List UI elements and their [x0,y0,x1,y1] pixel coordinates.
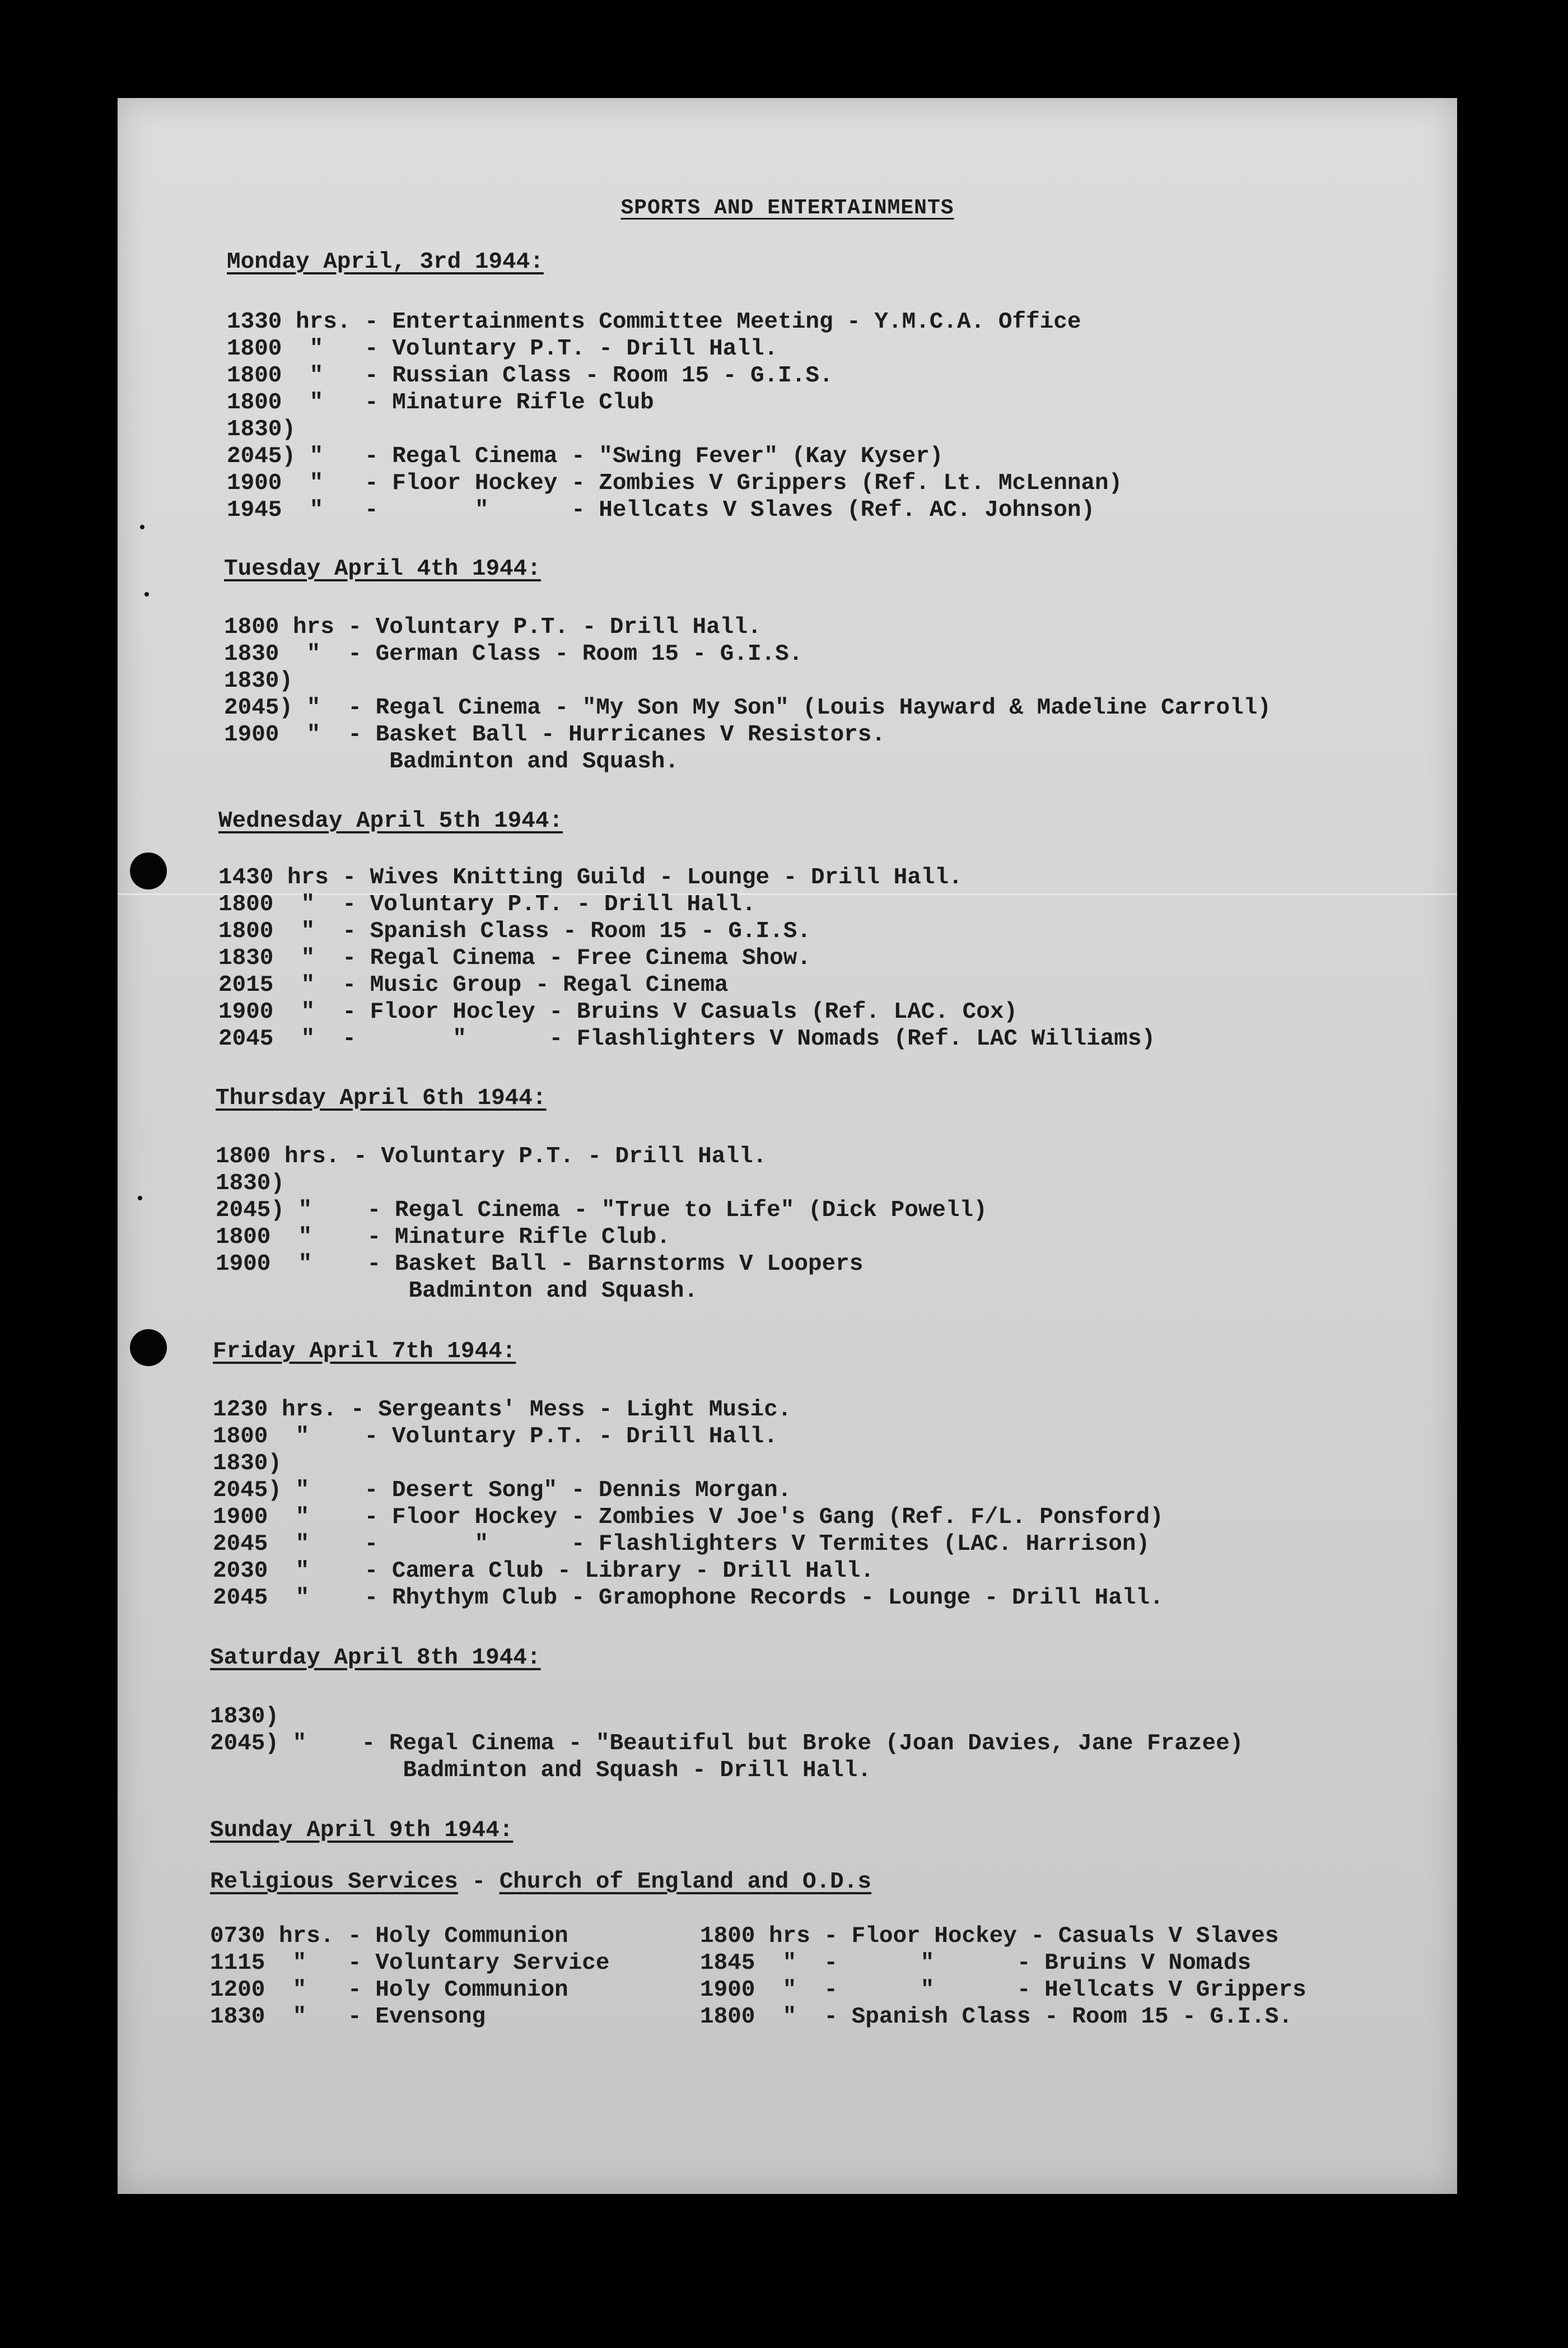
tuesday-line: 2045) " - Regal Cinema - "My Son My Son" (Louis Hayward & Madeline Carroll) [224,695,1271,721]
monday-line: 2045) " - Regal Cinema - "Swing Fever" (Kay Kyser) [227,444,944,469]
friday-line: 1230 hrs. - Sergeants' Mess - Light Music. [213,1397,792,1423]
subheading-separator: - [458,1869,500,1895]
punch-hole [130,852,167,889]
friday-line: 2045 " - Rhythym Club - Gramophone Records - Lounge - Drill Hall. [213,1585,1164,1611]
saturday-line: 2045) " - Regal Cinema - "Beautiful but Broke (Joan Davies, Jane Frazee) [210,1731,1244,1757]
document-title: SPORTS AND ENTERTAINMENTS [620,196,954,220]
wednesday-line: 1900 " - Floor Hocley - Bruins V Casuals (Ref. LAC. Cox) [218,999,1018,1025]
monday-line: 1800 " - Voluntary P.T. - Drill Hall. [227,336,778,362]
thursday-line: 1830) [216,1171,285,1196]
church-label: Church of England and O.D.s [499,1869,871,1895]
saturday-line: Badminton and Squash - Drill Hall. [210,1758,871,1783]
monday-line: 1900 " - Floor Hockey - Zombies V Grippers (Ref. Lt. McLennan) [227,470,1123,496]
monday-line: 1800 " - Minature Rifle Club [227,390,654,416]
saturday-line: 1830) [210,1704,279,1730]
tuesday-line: Badminton and Squash. [224,749,679,775]
monday-line: 1830) [227,417,296,442]
thursday-line: 1800 hrs. - Voluntary P.T. - Drill Hall. [216,1144,767,1170]
wednesday-line: 1800 " - Spanish Class - Room 15 - G.I.S. [218,919,811,944]
thursday-line: 1800 " - Minature Rifle Club. [216,1224,670,1250]
ink-speck [138,1196,142,1200]
tuesday-line: 1830 " - German Class - Room 15 - G.I.S. [224,641,803,667]
friday-line: 1900 " - Floor Hockey - Zombies V Joe's Gang (Ref. F/L. Ponsford) [213,1504,1164,1530]
monday-heading: Monday April, 3rd 1944: [227,249,544,275]
thursday-heading: Thursday April 6th 1944: [216,1086,547,1111]
thursday-line: Badminton and Squash. [216,1278,698,1304]
wednesday-line: 2045 " - " - Flashlighters V Nomads (Ref. LAC Williams) [218,1026,1156,1052]
thursday-line: 1900 " - Basket Ball - Barnstorms V Loopers [216,1251,864,1277]
sunday-heading: Sunday April 9th 1944: [210,1818,514,1843]
sunday-right-line: 1900 " - " - Hellcats V Grippers [700,1977,1306,2003]
ink-speck [140,525,144,529]
friday-line: 2030 " - Camera Club - Library - Drill Hall. [213,1558,874,1584]
tuesday-line: 1830) [224,668,293,694]
tuesday-line: 1900 " - Basket Ball - Hurricanes V Resistors. [224,722,885,748]
wednesday-heading: Wednesday April 5th 1944: [218,808,563,834]
friday-line: 1830) [213,1451,282,1476]
monday-line: 1330 hrs. - Entertainments Committee Meeting - Y.M.C.A. Office [227,309,1081,335]
wednesday-line: 1430 hrs - Wives Knitting Guild - Lounge - Drill Hall. [218,865,963,891]
sunday-left-line: 1115 " - Voluntary Service [210,1950,610,1976]
sunday-left-line: 1830 " - Evensong [210,2004,486,2030]
friday-heading: Friday April 7th 1944: [213,1339,516,1364]
monday-line: 1945 " - " - Hellcats V Slaves (Ref. AC. Johnson) [227,497,1095,523]
sunday-right-line: 1800 " - Spanish Class - Room 15 - G.I.S. [700,2004,1292,2030]
sunday-left-line: 1200 " - Holy Communion [210,1977,568,2003]
punch-hole [130,1329,167,1366]
saturday-heading: Saturday April 8th 1944: [210,1645,541,1671]
wednesday-line: 1830 " - Regal Cinema - Free Cinema Show. [218,945,811,971]
tuesday-heading: Tuesday April 4th 1944: [224,556,541,582]
thursday-line: 2045) " - Regal Cinema - "True to Life" (Dick Powell) [216,1198,987,1223]
tuesday-line: 1800 hrs - Voluntary P.T. - Drill Hall. [224,614,762,640]
document-page [118,98,1457,2194]
friday-line: 1800 " - Voluntary P.T. - Drill Hall. [213,1424,778,1450]
sunday-left-line: 0730 hrs. - Holy Communion [210,1923,568,1949]
religious-services-label: Religious Services [210,1869,458,1895]
sunday-subheading [210,1871,871,1894]
sunday-right-line: 1800 hrs - Floor Hockey - Casuals V Slaves [700,1923,1279,1949]
wednesday-line: 1800 " - Voluntary P.T. - Drill Hall. [218,892,756,917]
ink-speck [144,592,149,597]
sunday-right-line: 1845 " - " - Bruins V Nomads [700,1950,1252,1976]
monday-line: 1800 " - Russian Class - Room 15 - G.I.S. [227,363,833,389]
friday-line: 2045) " - Desert Song" - Dennis Morgan. [213,1478,792,1503]
friday-line: 2045 " - " - Flashlighters V Termites (LAC. Harrison) [213,1531,1150,1557]
wednesday-line: 2015 " - Music Group - Regal Cinema [218,972,729,998]
